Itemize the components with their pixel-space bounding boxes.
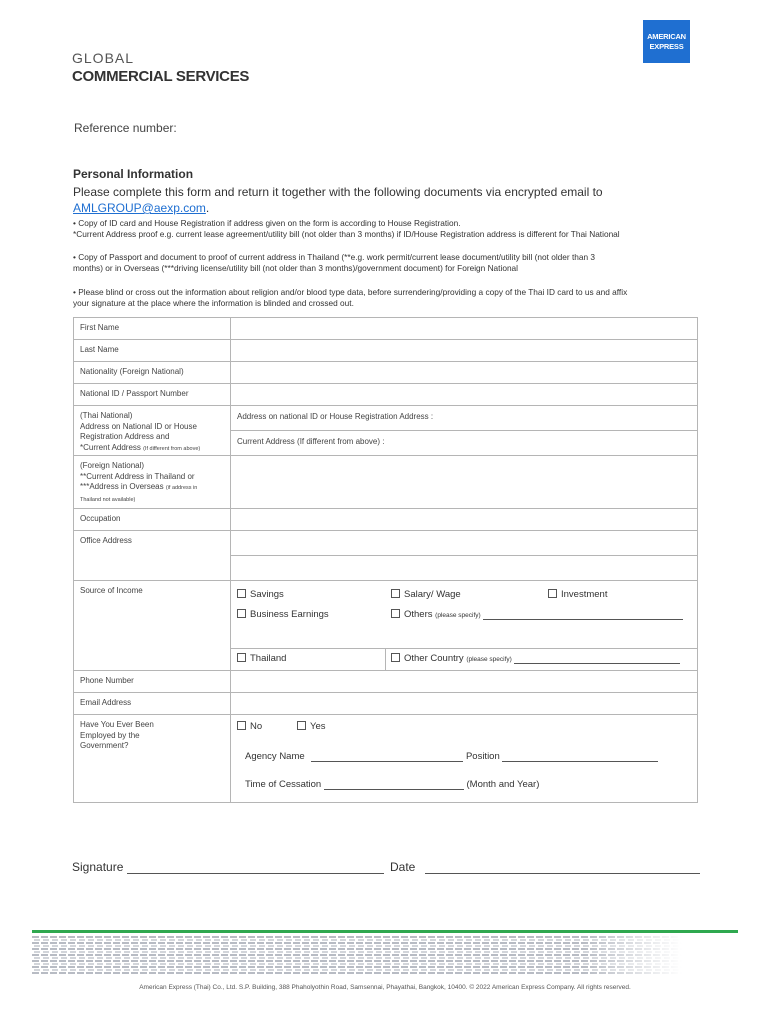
thai-current-address-field[interactable]: Current Address (If different from above) :: [231, 431, 698, 456]
signature-line[interactable]: [127, 873, 384, 874]
savings-label: Savings: [250, 589, 284, 600]
email-link[interactable]: AMLGROUP@aexp.com: [73, 201, 206, 215]
header-global: GLOBAL: [72, 50, 135, 66]
reference-number-label: Reference number:: [74, 121, 177, 135]
yes-label: Yes: [310, 721, 326, 732]
other-country-specify-line[interactable]: [514, 663, 680, 664]
thai-address-label: [74, 406, 231, 456]
thailand-cell: [231, 649, 386, 671]
thailand-label: Thailand: [250, 653, 287, 664]
header-commercial-services: COMMERCIAL SERVICES: [72, 68, 250, 85]
nationality-field[interactable]: [231, 362, 698, 384]
business-label: Business Earnings: [250, 609, 329, 620]
other-country-checkbox[interactable]: [391, 653, 400, 662]
savings-checkbox[interactable]: [237, 589, 246, 598]
agency-name-label: Agency Name: [245, 751, 305, 762]
option-savings[interactable]: [237, 589, 284, 600]
no-label: No: [250, 721, 263, 732]
position-label: Position: [465, 751, 500, 762]
government-label-line2: Employed by the: [80, 730, 140, 740]
personal-information-title: Personal Information: [73, 167, 194, 181]
national-id-field[interactable]: [231, 384, 698, 406]
other-country-note: (please specify): [466, 656, 512, 663]
salary-checkbox[interactable]: [391, 589, 400, 598]
national-id-label: National ID / Passport Number: [74, 384, 231, 406]
bullet-3-line1: • Please blind or cross out the information about religion and/or blood type data, before surrendering/providing a copy of the Thai ID card to us and affix: [73, 287, 628, 297]
foreign-label-line1: (Foreign National): [80, 461, 145, 470]
option-salary[interactable]: [391, 589, 461, 600]
others-specify-line[interactable]: [483, 619, 683, 620]
green-divider: [32, 930, 738, 933]
others-label: Others: [404, 609, 433, 620]
office-address-label: Office Address: [74, 531, 231, 581]
decorative-pattern: [32, 936, 682, 974]
option-others[interactable]: [391, 609, 691, 620]
others-note: (please specify): [435, 612, 481, 619]
foreign-label-note2: Thailand not available): [80, 496, 136, 503]
thai-label-line1: (Thai National): [80, 411, 133, 420]
bullet-1-line1: • Copy of ID card and House Registration if address given on the form is according to House Registration.: [73, 218, 461, 228]
others-checkbox[interactable]: [391, 609, 400, 618]
investment-label: Investment: [561, 589, 608, 600]
option-no[interactable]: [237, 721, 262, 732]
phone-label: Phone Number: [74, 671, 231, 693]
date-line[interactable]: [425, 873, 700, 874]
foreign-address-label: [74, 456, 231, 509]
cessation-row: [245, 779, 539, 790]
cessation-line[interactable]: [324, 789, 464, 790]
date-row: [390, 860, 700, 874]
thai-id-address-field[interactable]: Address on national ID or House Registration Address :: [231, 406, 698, 431]
option-investment[interactable]: [548, 589, 607, 600]
salary-label: Salary/ Wage: [404, 589, 461, 600]
agency-name-row: [245, 751, 658, 762]
occupation-field[interactable]: [231, 509, 698, 531]
option-yes[interactable]: [297, 721, 326, 732]
occupation-label: Occupation: [74, 509, 231, 531]
position-line[interactable]: [502, 761, 658, 762]
personal-info-form: [73, 317, 698, 803]
thai-label-line3: Registration Address and: [80, 432, 170, 441]
date-label: Date: [390, 860, 416, 874]
government-label-line1: Have You Ever Been: [80, 720, 154, 729]
foreign-label-line2: **Current Address in Thailand or: [80, 471, 195, 481]
nationality-label: Nationality (Foreign National): [74, 362, 231, 384]
option-other-country[interactable]: [391, 653, 696, 664]
office-address-field-1[interactable]: [231, 531, 698, 556]
instruction-end: .: [205, 201, 210, 215]
other-country-label: Other Country: [404, 653, 464, 664]
office-address-field-2[interactable]: [231, 556, 698, 581]
option-thailand[interactable]: [237, 653, 286, 664]
bullet-2: [73, 252, 595, 274]
source-of-income-label: Source of Income: [74, 581, 231, 671]
last-name-label: Last Name: [74, 340, 231, 362]
government-answer-cell: [231, 715, 698, 803]
cessation-label: Time of Cessation: [245, 779, 322, 790]
no-checkbox[interactable]: [237, 721, 246, 730]
month-year-label: (Month and Year): [466, 779, 540, 790]
foreign-label-note1: (if address in: [165, 485, 198, 491]
option-business[interactable]: [237, 609, 329, 620]
government-label-line3: Government?: [80, 741, 129, 750]
instruction-text: Please complete this form and return it together with the following documents via encrypted email to: [73, 185, 603, 199]
bullet-2-line2: months) or in Overseas (***driving license/utility bill (not older than 3 months)/government document) for Foreign National: [73, 263, 519, 273]
agency-name-line[interactable]: [311, 761, 463, 762]
bullet-3-line2: your signature at the place where the information is blinded and crossed out.: [73, 298, 354, 308]
last-name-field[interactable]: [231, 340, 698, 362]
first-name-field[interactable]: [231, 318, 698, 340]
thai-label-note: (If different from above): [143, 445, 201, 452]
first-name-label: First Name: [74, 318, 231, 340]
bullet-1: [73, 218, 620, 240]
thai-label-line4: *Current Address: [80, 442, 144, 452]
email-label: Email Address: [74, 693, 231, 715]
instructions: [73, 184, 603, 216]
signature-label: Signature: [72, 860, 124, 874]
foreign-address-field[interactable]: [231, 456, 698, 509]
thailand-checkbox[interactable]: [237, 653, 246, 662]
business-checkbox[interactable]: [237, 609, 246, 618]
foreign-label-line3: ***Address in Overseas: [80, 482, 166, 491]
logo-line2: EXPRESS: [649, 41, 684, 51]
signature-row: [72, 860, 384, 874]
bullet-3: [73, 287, 627, 309]
phone-field[interactable]: [231, 671, 698, 693]
other-country-cell: [386, 649, 698, 671]
bullet-2-line1: • Copy of Passport and document to proof of current address in Thailand (**e.g. work permit/current lease document/utility bill (not older than 3: [73, 252, 596, 262]
email-field[interactable]: [231, 693, 698, 715]
amex-logo: [643, 20, 690, 63]
investment-checkbox[interactable]: [548, 589, 557, 598]
bullet-1-line2: *Current Address proof e.g. current lease agreement/utility bill (not older than 3 months) if ID/House Registration address is different for Thai National: [73, 229, 620, 239]
income-options-cell: [231, 581, 698, 649]
yes-checkbox[interactable]: [297, 721, 306, 730]
footer-text: American Express (Thai) Co., Ltd. S.P. Building, 388 Phaholyothin Road, Samsennai, Phayathai, Bangkok, 10400. © 2022 American Express Company. All rights reserved.: [139, 984, 631, 991]
thai-label-line2: Address on National ID or House: [80, 421, 197, 431]
logo-line1: AMERICAN: [647, 31, 686, 41]
government-label: [74, 715, 231, 803]
